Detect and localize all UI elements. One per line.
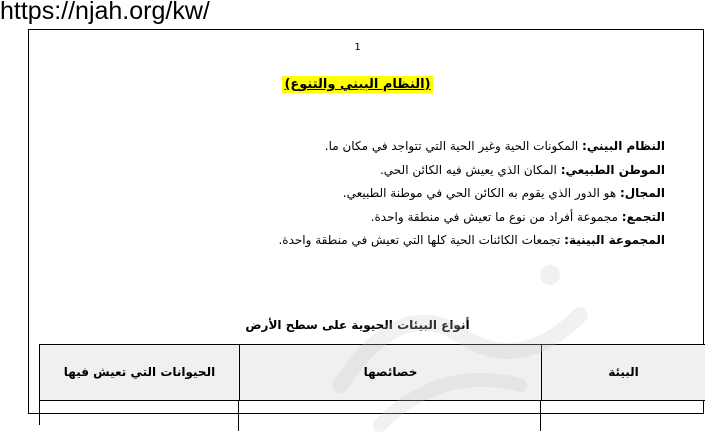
section-heading: أنواع البيئات الحيوية على سطح الأرض: [245, 318, 470, 332]
definition-term: المجال:: [619, 186, 665, 200]
definition-text: تجمعات الكائنات الحية كلها التي تعيش في منطقة واحدة.: [278, 233, 565, 247]
definition-text: هو الدور الذي يقوم به الكائن الحي في موطنة الطبيعي.: [342, 186, 620, 200]
page-title: (النظام البيني والتنوع): [284, 77, 431, 92]
definition-term: النظام البيني:: [582, 139, 665, 153]
definition-term: المجموعة البينية:: [564, 233, 665, 247]
table-row: [40, 401, 705, 431]
definition-text: المكونات الحية وغير الحية التي تتواجد في مكان ما.: [324, 139, 583, 153]
definition-item: [65, 184, 665, 208]
table-cell-divider: [238, 401, 239, 431]
definition-item: [65, 208, 665, 232]
definitions-list: [65, 137, 665, 255]
table-header-cell: الحيوانات التي تعيش فيها: [63, 365, 216, 379]
page-number: 1: [354, 42, 361, 53]
table-header-cell: خصائصها: [239, 345, 541, 400]
table-cell-divider: [540, 401, 541, 431]
definition-term: التجمع:: [621, 209, 665, 224]
page-title-wrapper: [0, 73, 715, 93]
table-header-row: [40, 345, 705, 401]
definition-item: [65, 161, 665, 185]
definition-item: [65, 137, 665, 161]
definition-text: المكان الذي يعيش فيه الكائن الحي.: [379, 162, 561, 177]
definition-item: [65, 231, 665, 255]
definition-text: مجموعة أفراد من نوع ما تعيش في منطقة واحدة.: [370, 209, 622, 224]
source-url[interactable]: https://njah.org/kw/: [0, 0, 210, 25]
definition-term: الموطن الطبيعي:: [560, 162, 665, 177]
table-header-cell: البيئة: [541, 345, 705, 400]
environments-table: [39, 344, 705, 425]
